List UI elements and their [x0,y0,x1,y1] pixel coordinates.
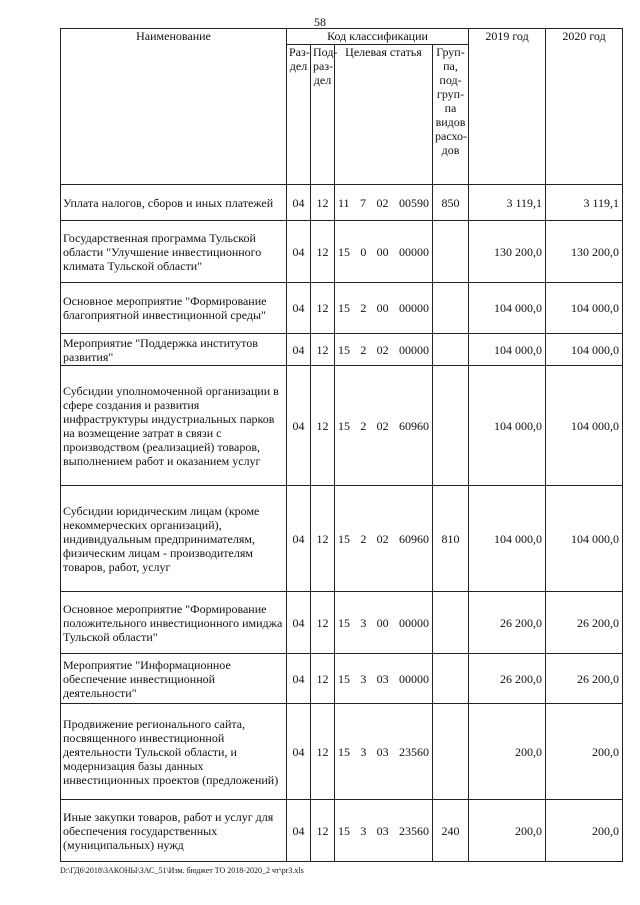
table-row [61,366,623,486]
target-part-t1: 15 [338,244,350,259]
target-part-t4: 00000 [398,671,429,686]
table-row [61,334,623,366]
row-target [335,185,433,221]
row-target [335,592,433,654]
row-name: Продвижение регионального сайта, посвященного инвестиционной деятельности Тульской области, и модернизация базы данных инвестиционных проектов (предложений) [61,704,287,800]
footer-file-path: D:\ГД6\2018\ЗАКОНЫ\ЗАС_51\Изм. бюджет ТО 2018-2020_2 чт\pr3.xls [60,866,304,875]
row-subsection: 12 [311,486,335,592]
target-part-t4: 00000 [398,615,429,630]
target-part-t1: 15 [338,301,350,315]
row-name: Субсидии юридическим лицам (кроме некоммерческих организаций), индивидуальным предпринимателям, физическим лицам - производителям товаров, работ, услуг [61,486,287,592]
row-group [433,592,469,654]
target-part-t2: 2 [360,342,367,357]
table-row [61,185,623,221]
target-part-t3: 00 [376,244,389,259]
row-target [335,334,433,366]
row-group: 240 [433,800,469,862]
target-part-t2: 2 [360,418,367,433]
row-2020: 26 200,0 [546,592,623,654]
target-part-t2: 2 [360,531,367,546]
header-2019: 2019 год [469,29,546,185]
row-2019: 104 000,0 [469,283,546,334]
header-subsection: Под-раз-дел [311,45,335,185]
row-2019: 3 119,1 [469,185,546,221]
row-subsection: 12 [311,654,335,704]
row-name: Основное мероприятие "Формирование благоприятной инвестиционной среды" [61,283,287,334]
row-2019: 104 000,0 [469,366,546,486]
row-2020: 104 000,0 [546,366,623,486]
target-part-t4: 23560 [398,823,429,838]
row-group [433,283,469,334]
target-part-t1: 15 [338,671,350,686]
row-target [335,800,433,862]
target-part-t1: 15 [338,342,350,357]
row-target [335,283,433,334]
target-part-t3: 03 [376,823,389,838]
row-subsection: 12 [311,366,335,486]
target-part-t3: 02 [376,531,389,546]
row-target [335,704,433,800]
row-section: 04 [287,800,311,862]
row-2020: 104 000,0 [546,486,623,592]
target-part-t4: 23560 [398,744,429,759]
row-target [335,486,433,592]
target-part-t1: 11 [338,195,350,210]
row-name: Уплата налогов, сборов и иных платежей [61,185,287,221]
header-target: Целевая статья [335,45,433,185]
row-subsection: 12 [311,592,335,654]
header-group: Груп-па, под-груп-па видов расхо-дов [433,45,469,185]
row-group [433,334,469,366]
target-part-t3: 02 [376,342,389,357]
row-subsection: 12 [311,704,335,800]
table-row [61,486,623,592]
target-part-t4: 00590 [398,195,429,210]
row-group [433,704,469,800]
budget-table [60,28,623,862]
row-section: 04 [287,283,311,334]
row-section: 04 [287,654,311,704]
table-body [61,185,623,862]
row-name: Государственная программа Тульской области "Улучшение инвестиционного климата Тульской области" [61,221,287,283]
row-group: 810 [433,486,469,592]
target-part-t3: 00 [376,615,389,630]
row-2019: 200,0 [469,800,546,862]
target-part-t2: 3 [360,671,367,686]
header-name: Наименование [61,29,287,185]
target-part-t2: 0 [360,244,367,259]
target-part-t4: 00000 [398,301,429,315]
target-part-t1: 15 [338,823,350,838]
row-2020: 104 000,0 [546,334,623,366]
target-part-t2: 2 [360,301,367,315]
target-part-t4: 60960 [398,531,429,546]
row-2020: 200,0 [546,800,623,862]
row-section: 04 [287,704,311,800]
target-part-t3: 03 [376,744,389,759]
row-name: Мероприятие "Поддержка институтов развития" [61,334,287,366]
row-target [335,221,433,283]
target-part-t2: 7 [360,195,367,210]
table-row [61,592,623,654]
row-name: Основное мероприятие "Формирование положительного инвестиционного имиджа Тульской области" [61,592,287,654]
row-name: Мероприятие "Информационное обеспечение инвестиционной деятельности" [61,654,287,704]
row-group [433,654,469,704]
table-row [61,800,623,862]
target-part-t4: 60960 [398,418,429,433]
row-2020: 26 200,0 [546,654,623,704]
target-part-t2: 3 [360,615,367,630]
header-section: Раз-дел [287,45,311,185]
row-group [433,221,469,283]
row-subsection: 12 [311,221,335,283]
row-2019: 104 000,0 [469,334,546,366]
table-row [61,654,623,704]
row-2019: 26 200,0 [469,592,546,654]
target-part-t3: 02 [376,418,389,433]
row-section: 04 [287,366,311,486]
row-section: 04 [287,185,311,221]
header-row-1 [61,29,623,45]
table-row [61,704,623,800]
row-2019: 130 200,0 [469,221,546,283]
row-name: Субсидии уполномоченной организации в сфере создания и развития инфраструктуры индустриальных парков на возмещение затрат в связи с производством (реализацией) товаров, выполнением работ и оказанием услуг [61,366,287,486]
target-part-t1: 15 [338,744,350,759]
target-part-t1: 15 [338,615,350,630]
target-part-t2: 3 [360,744,367,759]
row-2020: 200,0 [546,704,623,800]
target-part-t3: 03 [376,671,389,686]
header-2020: 2020 год [546,29,623,185]
row-group [433,366,469,486]
row-subsection: 12 [311,334,335,366]
target-part-t3: 02 [376,195,389,210]
row-2019: 200,0 [469,704,546,800]
row-2020: 3 119,1 [546,185,623,221]
header-code: Код классификации [287,29,469,45]
target-part-t3: 00 [376,301,389,315]
target-part-t4: 00000 [398,244,429,259]
table-row [61,283,623,334]
row-section: 04 [287,592,311,654]
target-part-t4: 00000 [398,342,429,357]
page-number: 58 [314,15,326,29]
row-section: 04 [287,486,311,592]
table-row [61,221,623,283]
row-group: 850 [433,185,469,221]
row-section: 04 [287,221,311,283]
row-subsection: 12 [311,283,335,334]
row-name: Иные закупки товаров, работ и услуг для обеспечения государственных (муниципальных) нужд [61,800,287,862]
target-part-t2: 3 [360,823,367,838]
row-section: 04 [287,334,311,366]
row-2020: 104 000,0 [546,283,623,334]
row-2019: 104 000,0 [469,486,546,592]
row-subsection: 12 [311,185,335,221]
target-part-t1: 15 [338,418,350,433]
row-2019: 26 200,0 [469,654,546,704]
target-part-t1: 15 [338,531,350,546]
row-target [335,654,433,704]
row-subsection: 12 [311,800,335,862]
row-2020: 130 200,0 [546,221,623,283]
row-target [335,366,433,486]
